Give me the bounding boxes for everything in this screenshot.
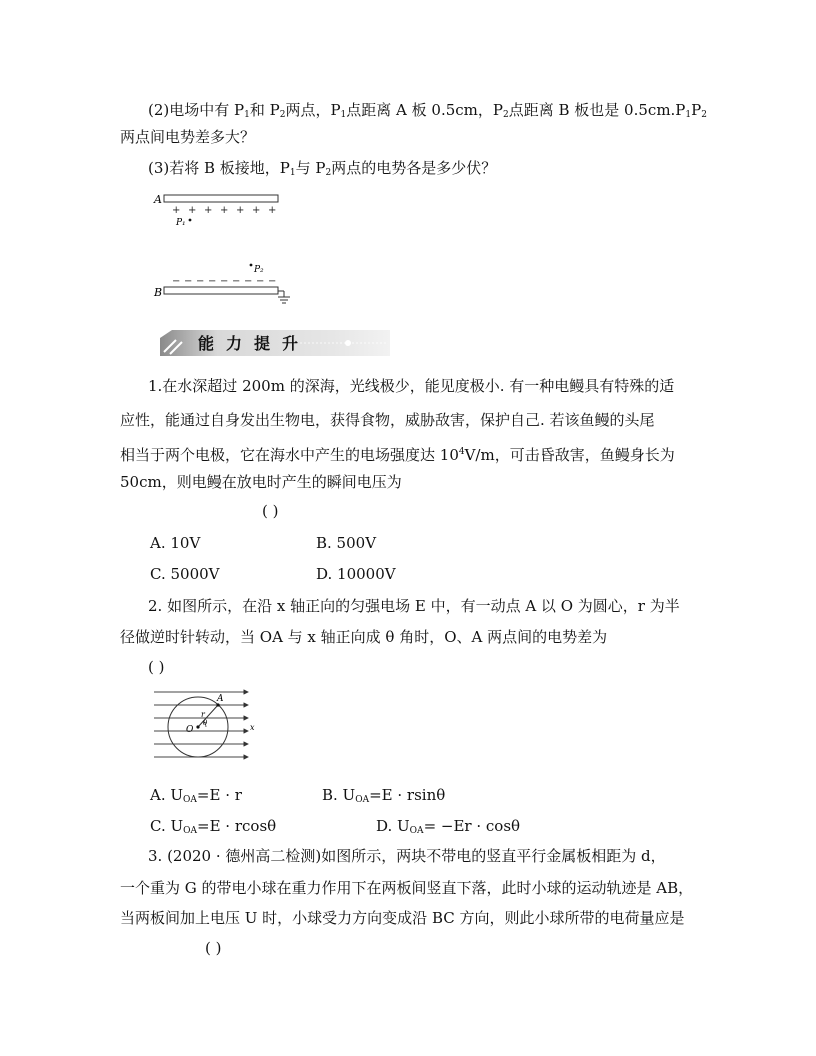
minus-sign: −	[244, 276, 253, 287]
plus-sign: +	[252, 205, 261, 216]
plus-sign: +	[220, 205, 229, 216]
plate-a	[164, 195, 278, 202]
label-theta: θ	[203, 719, 208, 727]
plus-sign: +	[204, 205, 213, 216]
section-banner-title: 能力提升	[198, 334, 311, 353]
label-a: A	[217, 694, 224, 704]
p2-dot	[250, 264, 253, 267]
q3-line1: 3. (2020 · 德州高二检测)如图所示，两块不带电的竖直平行金属板相距为 d，	[148, 847, 666, 865]
p2-label: P₂	[254, 265, 264, 275]
label-o: O	[186, 725, 194, 735]
plate-a-label: A	[154, 193, 162, 206]
q1-answer-blank: ( )	[262, 502, 279, 520]
q1-option-c: C. 5000V	[150, 565, 220, 583]
p1-dot	[189, 219, 192, 222]
q1-line4: 50cm，则电鳗在放电时产生的瞬间电压为	[120, 473, 402, 491]
q1-option-b: B. 500V	[316, 534, 377, 552]
q2-answer-blank: ( )	[148, 658, 165, 676]
label-x: x	[250, 723, 255, 732]
q3-answer-blank: ( )	[205, 939, 222, 957]
minus-sign: −	[208, 276, 217, 287]
minus-sign: −	[184, 276, 193, 287]
label-r: r	[201, 710, 205, 719]
q1-option-d: D. 10000V	[316, 565, 396, 583]
minus-sign: −	[196, 276, 205, 287]
plus-sign: +	[236, 205, 245, 216]
q3-line3: 当两板间加上电压 U 时，小球受力方向变成沿 BC 方向，则此小球所带的电荷量应是	[120, 909, 685, 927]
point-o	[196, 725, 199, 728]
q-prev-part2-line1: (2)电场中有 $P_1$和 $P_2$两点，$P_1$点距离 A 板 0.5cm，$P_2$点距离 B 板也是 $0.5cm.P_1P_2$	[148, 101, 707, 120]
plate-b-label: B	[154, 286, 163, 299]
q2-option-d: D. $U_{OA}= -Er \cdot \cos\theta$	[376, 817, 521, 836]
plus-sign: +	[172, 205, 181, 216]
minus-sign: −	[256, 276, 265, 287]
q2-option-c: C. $U_{OA}=E \cdot rcos\theta$	[150, 817, 277, 836]
q1-line3: 相当于两个电极，它在海水中产生的电场强度达 $10^4V/m$，可击昏敌害，鱼鳗身长为	[120, 446, 675, 464]
field-circle-figure	[150, 686, 260, 770]
plate-b	[164, 287, 278, 294]
minus-sign: −	[268, 276, 277, 287]
plus-sign: +	[188, 205, 197, 216]
minus-sign: −	[220, 276, 229, 287]
q1-line2: 应性，能通过自身发出生物电，获得食物，威胁敌害，保护自己. 若该鱼鳗的头尾	[120, 411, 655, 429]
minus-sign: −	[232, 276, 241, 287]
q-prev-part2-line2: 两点间电势差多大？	[120, 128, 256, 146]
parallel-plates-figure	[150, 188, 300, 306]
ground-symbol	[278, 291, 290, 303]
q3-line2: 一个重为 G 的带电小球在重力作用下在两板间竖直下落，此时小球的运动轨迹是 AB，	[120, 879, 694, 897]
section-banner	[160, 330, 390, 356]
q1-option-a: A. 10V	[150, 534, 201, 552]
q2-line2: 径做逆时针转动，当 OA 与 x 轴正向成 θ 角时，O、A 两点间的电势差为	[120, 628, 608, 646]
q2-option-a: A. $U_{OA}=E \cdot r$	[150, 786, 242, 805]
q-prev-part3: (3)若将 B 板接地，$P_1$与 $P_2$两点的电势各是多少伏？	[148, 159, 497, 178]
q1-line1: 1.在水深超过 200m 的深海，光线极少，能见度极小. 有一种电鳗具有特殊的适	[148, 377, 675, 395]
p1-label: P₁	[176, 218, 186, 228]
plus-sign: +	[268, 205, 277, 216]
minus-sign: −	[172, 276, 181, 287]
q2-line1: 2. 如图所示，在沿 x 轴正向的匀强电场 E 中，有一动点 A 以 O 为圆心，r 为半	[148, 597, 680, 615]
q2-option-b: B. $U_{OA}=E \cdot rsin\theta$	[322, 786, 446, 805]
